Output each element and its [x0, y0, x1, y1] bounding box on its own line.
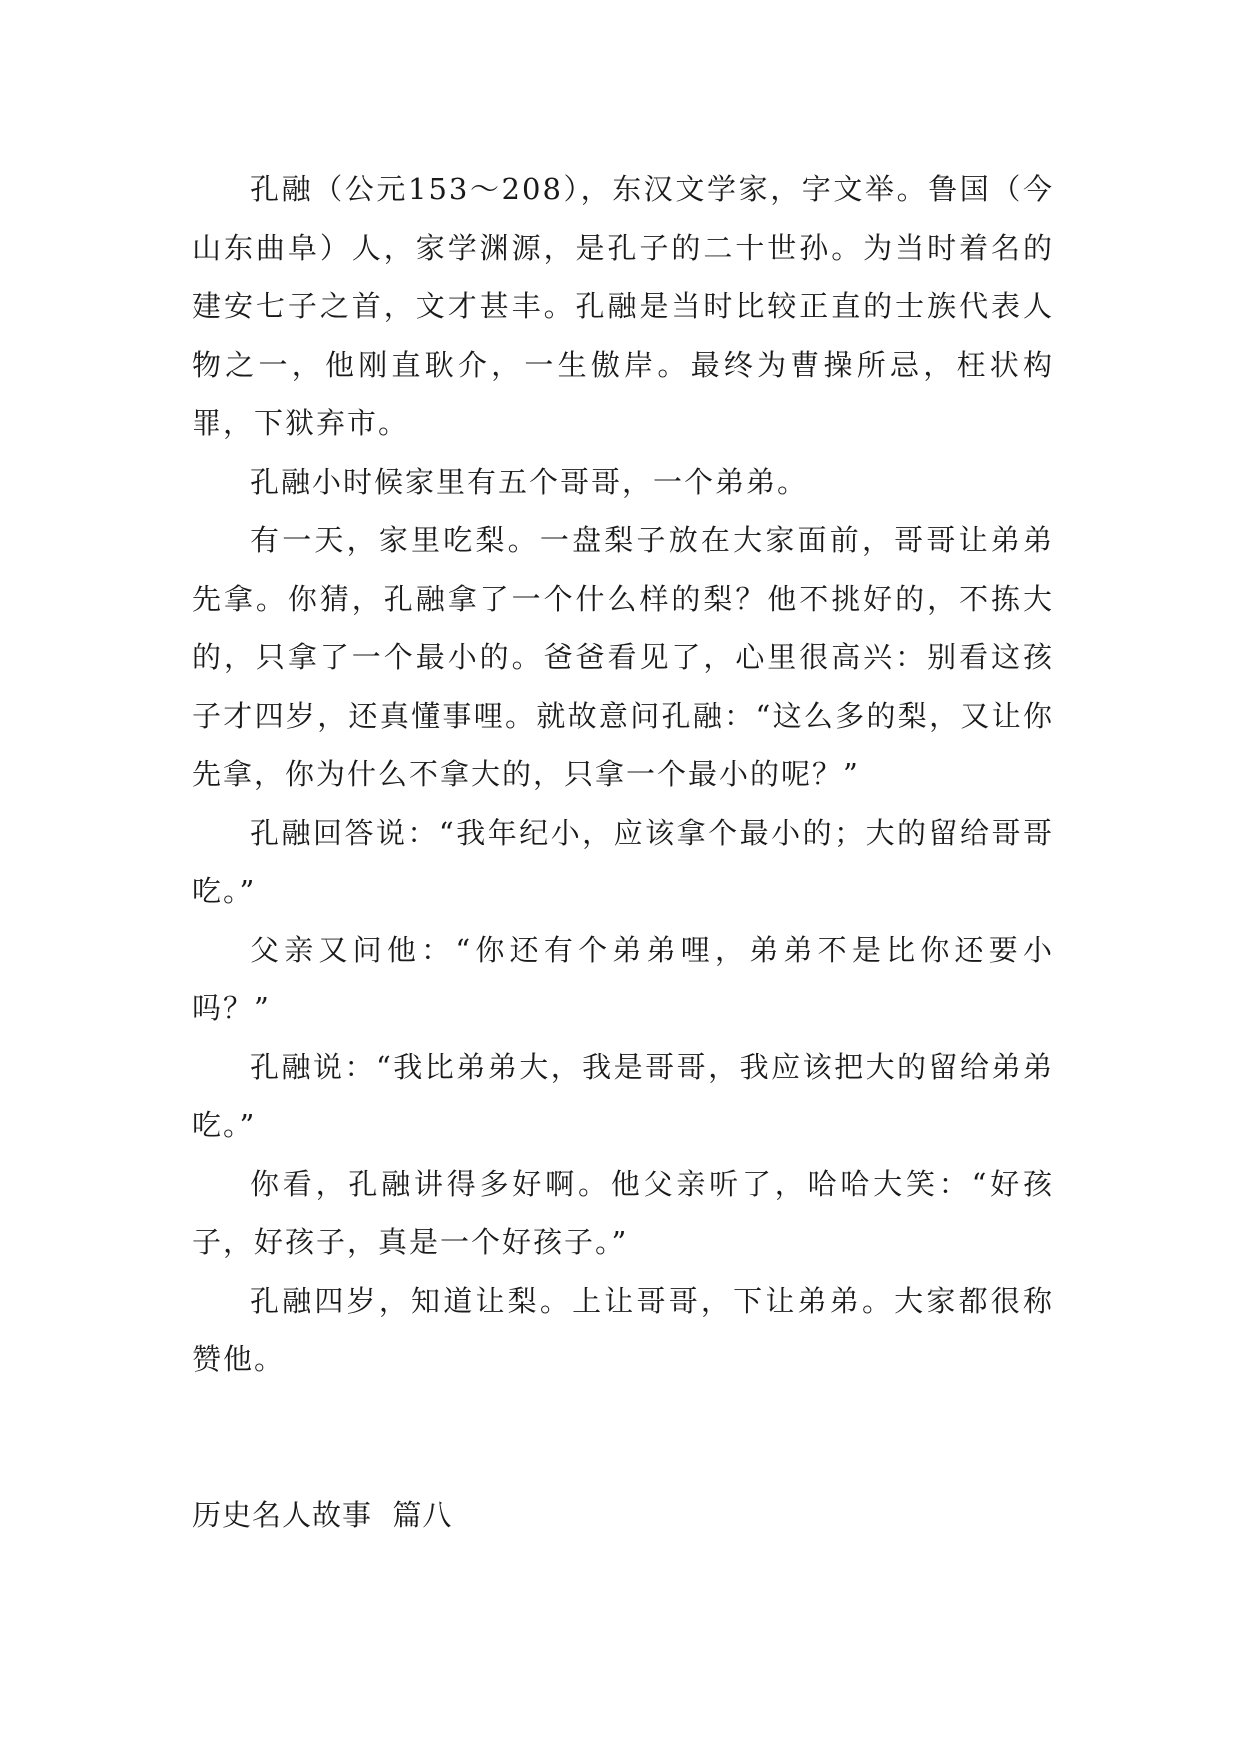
paragraph-conclusion: 孔融四岁，知道让梨。上让哥哥，下让弟弟。大家都很称赞他。 — [192, 1283, 1054, 1376]
paragraph-father-laughs: 你看，孔融讲得多好啊。他父亲听了，哈哈大笑：“好孩子，好孩子，真是一个好孩子。” — [192, 1166, 1054, 1259]
paragraph-answer-2: 孔融说：“我比弟弟大，我是哥哥，我应该把大的留给弟弟吃。” — [192, 1049, 1054, 1142]
section-heading: 历史名人故事 篇八 — [192, 1498, 453, 1532]
paragraph-brothers: 孔融小时候家里有五个哥哥，一个弟弟。 — [250, 464, 809, 499]
paragraph-answer-1: 孔融回答说：“我年纪小，应该拿个最小的；大的留给哥哥吃。” — [192, 815, 1054, 908]
paragraph-intro: 孔融（公元153～208），东汉文学家，字文举。鲁国（今山东曲阜）人，家学渊源，是孔子的二十世孙。为当时着名的建安七子之首，文才甚丰。孔融是当时比较正直的士族代表人物之一，他刚直耿介，一生傲岸。最终为曹操所忌，枉状构罪，下狱弃市。 — [192, 172, 1054, 440]
article-body — [192, 160, 1054, 1389]
paragraph-pears: 有一天，家里吃梨。一盘梨子放在大家面前，哥哥让弟弟先拿。你猜，孔融拿了一个什么样的梨？他不挑好的，不拣大的，只拿了一个最小的。爸爸看见了，心里很高兴：别看这孩子才四岁，还真懂事哩。就故意问孔融：“这么多的梨，又让你先拿，你为什么不拿大的，只拿一个最小的呢？” — [192, 523, 1054, 791]
paragraph-question-2: 父亲又问他：“你还有个弟弟哩，弟弟不是比你还要小吗？” — [192, 932, 1054, 1025]
